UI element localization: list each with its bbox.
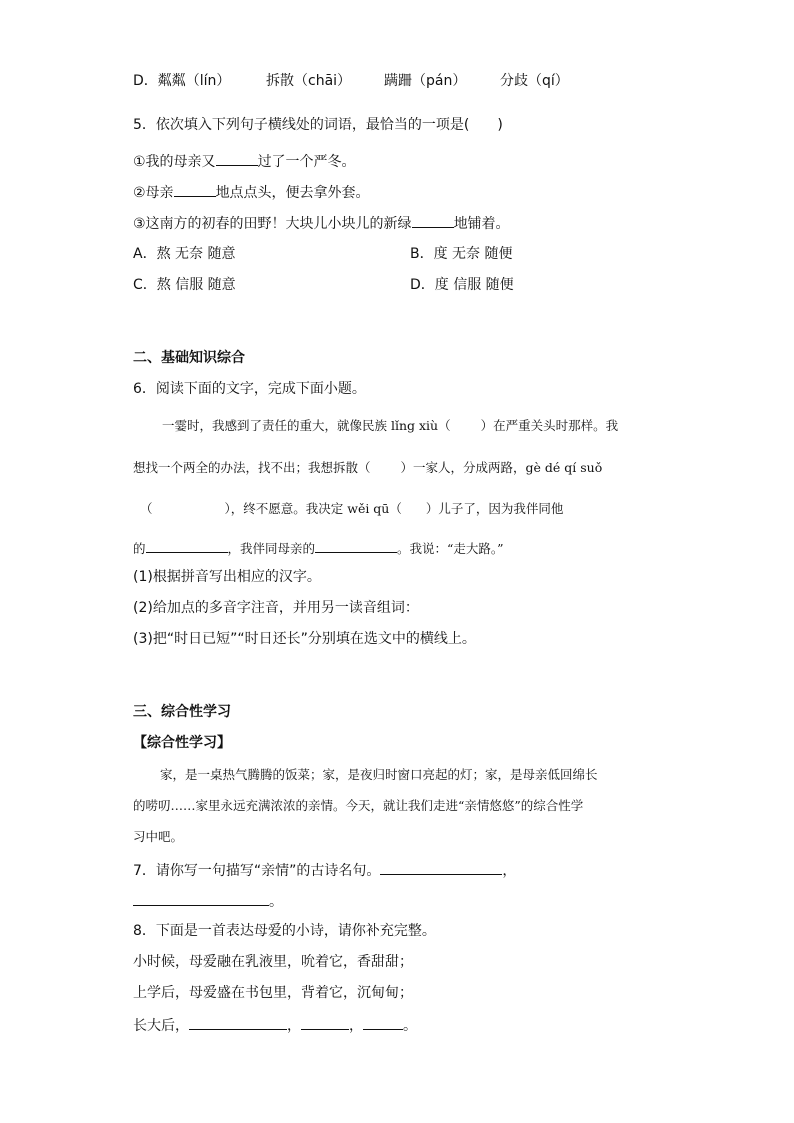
q7-blank2[interactable] <box>133 891 269 906</box>
section3-paragraph-line3: 习中吧。 <box>133 829 184 844</box>
q5-sentence-3 <box>133 213 510 233</box>
section3-bracket-title: 【综合性学习】 <box>133 735 231 751</box>
q5-option-d[interactable]: D．度 信服 随便 <box>410 277 514 293</box>
section2-title: 二、基础知识综合 <box>133 350 245 366</box>
q6-p4-blank1[interactable] <box>146 538 228 553</box>
q5-s2-pre: ②母亲 <box>133 185 174 201</box>
q6-p3-a: （ <box>140 501 153 516</box>
q5-option-b[interactable]: B．度 无奈 随便 <box>410 246 513 262</box>
q6-passage-line1 <box>162 417 618 435</box>
q4-option-d-word2: 拆散（chāi） <box>266 73 352 89</box>
q6-sub3: (3)把“时日已短”“时日还长”分别填在选文中的横线上。 <box>133 631 476 647</box>
q8-sep1: ， <box>287 1018 301 1034</box>
q5-s2-blank[interactable] <box>174 182 216 197</box>
q6-p4-c: 。我说：“走大路。” <box>397 541 504 556</box>
q5-s3-post: 地铺着。 <box>453 216 510 232</box>
q4-option-d-word4: 分歧（qí） <box>500 73 569 89</box>
q5-s3-blank[interactable] <box>412 213 454 228</box>
q6-passage-line4 <box>133 538 504 558</box>
q5-s1-pre: ①我的母亲又 <box>133 154 216 170</box>
q8-poem-line2: 上学后，母爱盛在书包里，背着它，沉甸甸； <box>133 985 413 1001</box>
q8-end: 。 <box>403 1018 417 1034</box>
q5-sentence-1 <box>133 151 356 171</box>
q6-p1-a: 一霎时，我感到了责任的重大，就像民族 lǐng xiù（ <box>162 418 451 433</box>
q6-p4-blank2[interactable] <box>315 538 397 553</box>
q5-stem: 5．依次填入下列句子横线处的词语，最恰当的一项是( ) <box>133 117 503 133</box>
q5-option-a[interactable]: A．熬 无奈 随意 <box>133 246 236 262</box>
q8-poem-line3 <box>133 1015 417 1035</box>
q5-s1-blank[interactable] <box>216 151 258 166</box>
q6-p4-a: 的 <box>133 541 146 556</box>
q7-sep: ， <box>502 863 517 879</box>
q7-end: 。 <box>269 894 283 910</box>
q6-p1-b: ）在严重关头时那样。我 <box>480 418 619 433</box>
q7-blank1[interactable] <box>380 860 502 875</box>
q7-stem: 7．请你写一句描写“亲情”的古诗名句。 <box>133 863 381 879</box>
q6-p3-c: ）儿子了，因为我伴同他 <box>425 501 564 516</box>
q6-stem: 6．阅读下面的文字，完成下面小题。 <box>133 381 366 397</box>
q4-option-d-word3: 蹒跚（pán） <box>384 73 467 89</box>
q6-passage-line2 <box>133 459 602 477</box>
q8-blank3[interactable] <box>363 1015 403 1030</box>
q7-line1 <box>133 860 516 880</box>
q6-p3-b: ），终不愿意。我决定 wěi qū（ <box>224 501 402 516</box>
q6-sub2: (2)给加点的多音字注音，并用另一读音组词： <box>133 600 419 616</box>
q6-p2-a: 想找一个两全的办法，找不出；我想拆散（ <box>133 460 371 475</box>
section3-paragraph-line2: 的唠叨……家里永远充满浓浓的亲情。今天，就让我们走进“亲情悠悠”的综合性学 <box>133 798 584 813</box>
q8-stem: 8．下面是一首表达母爱的小诗，请你补充完整。 <box>133 923 436 939</box>
q8-poem3-pre: 长大后， <box>133 1018 189 1034</box>
q5-s1-post: 过了一个严冬。 <box>257 154 356 170</box>
q6-p2-b: ）一家人，分成两路，gè dé qí suǒ <box>400 460 603 475</box>
q4-option-d <box>133 72 230 90</box>
q6-sub1: (1)根据拼音写出相应的汉字。 <box>133 569 321 585</box>
q8-blank2[interactable] <box>301 1015 349 1030</box>
q5-sentence-2 <box>133 182 370 202</box>
q8-sep2: ， <box>349 1018 363 1034</box>
q5-option-c[interactable]: C．熬 信服 随意 <box>133 277 236 293</box>
q4-option-d-label: D．粼粼（lín） <box>133 73 231 89</box>
q5-s2-post: 地点点头，便去拿外套。 <box>215 185 370 201</box>
q5-s3-pre: ③这南方的初春的田野！大块儿小块儿的新绿 <box>133 216 412 232</box>
section3-paragraph-line1: 家，是一桌热气腾腾的饭菜；家，是夜归时窗口亮起的灯；家，是母亲低回绵长 <box>160 767 598 782</box>
q8-poem-line1: 小时候，母爱融在乳液里，吮着它，香甜甜； <box>133 954 413 970</box>
section3-title: 三、综合性学习 <box>133 704 231 720</box>
q8-blank1[interactable] <box>189 1015 287 1030</box>
q6-passage-line3 <box>140 500 563 518</box>
q7-line2 <box>133 891 283 911</box>
q6-p4-b: ，我伴同母亲的 <box>227 541 316 556</box>
